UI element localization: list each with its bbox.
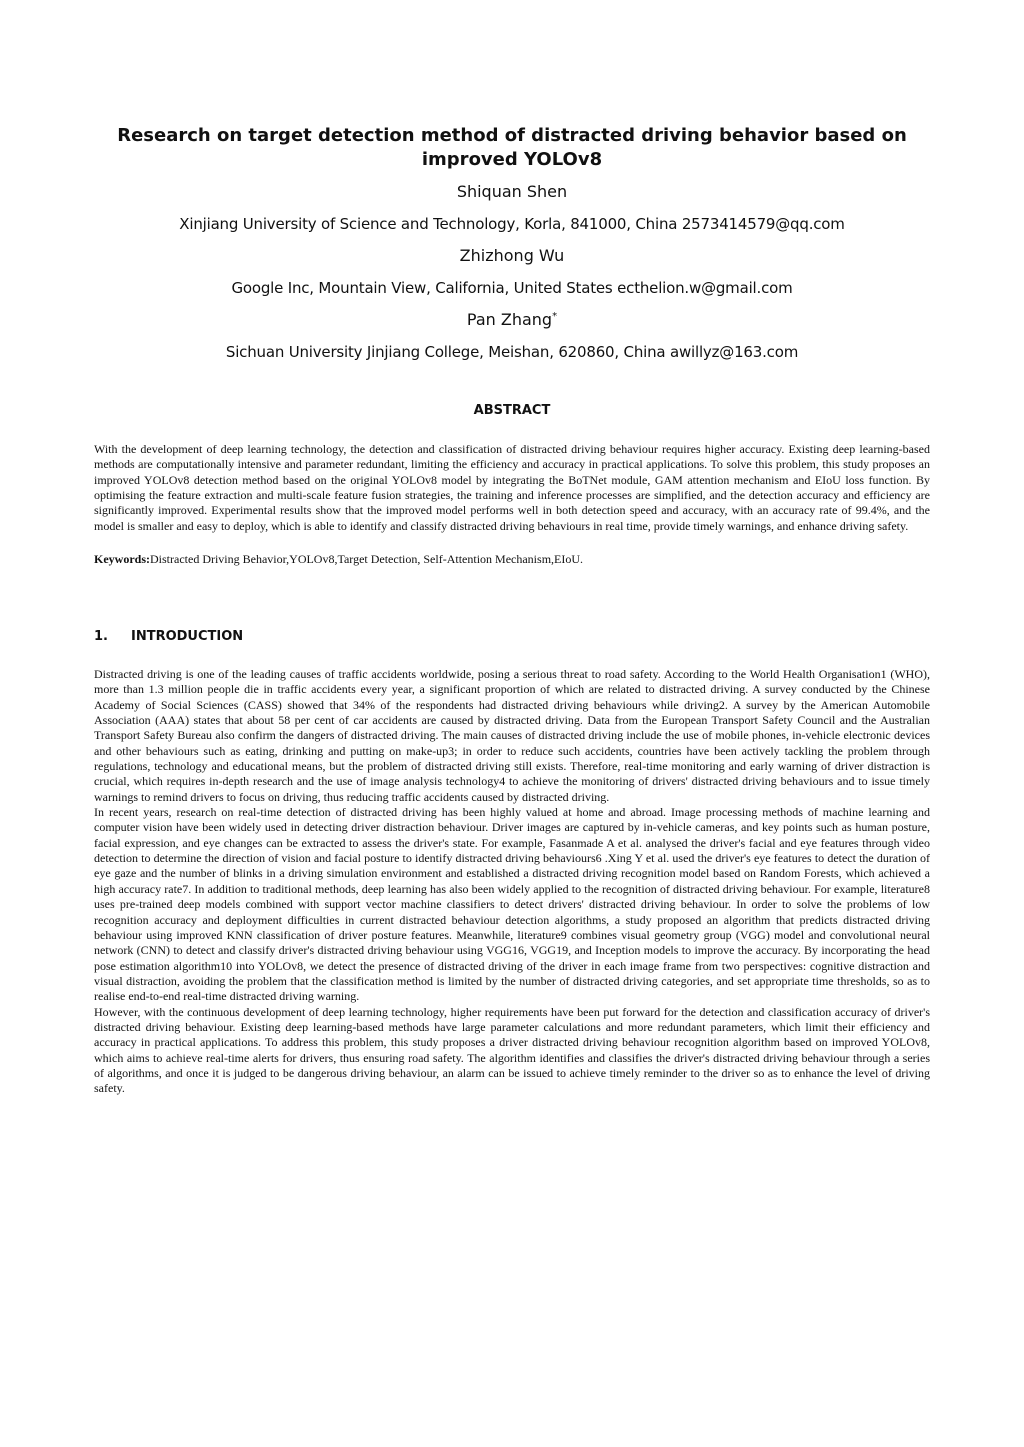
section-number: 1. [94,629,108,644]
author-name [60,182,964,202]
abstract-body: With the development of deep learning technology, the detection and classification of distracted driving behaviour requires higher accuracy. Existing deep learning-based methods are computationally intensive and parameter redundant, limiting the efficiency and accuracy in practical applications. To solve this problem, this study proposes an improved YOLOv8 detection method based on the original YOLOv8 model by integrating the BoTNet module, GAM attention mechanism and EIoU loss function. By optimising the feature extraction and multi-scale feature fusion strategies, the training and inference processes are simplified, and the detection accuracy and efficiency are significantly improved. Experimental results show that the improved model performs well in both detection speed and accuracy, with an accuracy rate of 99.4%, and the model is smaller and easy to deploy, which is able to identify and classify distracted driving behaviours in real time, provide timely warnings, and enhance driving safety. [94,442,930,533]
section-heading [94,629,243,645]
paragraph: Distracted driving is one of the leading causes of traffic accidents worldwide, posing a serious threat to road safety. According to the World Health Organisation1 (WHO), more than 1.3 million people die in traffic accidents every year, a significant proportion of which are related to distracted driving. A survey conducted by the Chinese Academy of Social Sciences (CASS) showed that 34% of the respondents had distracted driving behaviours while driving2. A survey by the American Automobile Association (AAA) states that about 58 per cent of car accidents are caused by distracted driving. Data from the European Transport Safety Council and the Australian Transport Safety Bureau also confirm the dangers of distracted driving. The main causes of distracted driving include the use of mobile phones, in-vehicle electronic devices and other behaviours such as eating, drinking and putting on make-up3; in order to reduce such accidents, countries have been actively tackling the problem through regulations, technology and educational means, but the problem of distracted driving still exists. Therefore, real-time monitoring and early warning of driver distraction is crucial, which requires in-depth research and the use of image analysis technology4 to achieve the monitoring of drivers' distracted driving behaviours and to issue timely warnings to remind drivers to focus on driving, thus reducing traffic accidents caused by distracted driving. [94,667,930,804]
author-name-text: Zhizhong Wu [459,246,565,265]
keywords-label: Keywords: [94,552,150,566]
author-affiliation: Sichuan University Jinjiang College, Meishan, 620860, China awillyz@163.com [225,343,799,361]
paragraph: In recent years, research on real-time detection of distracted driving has been highly valued at home and abroad. Image processing methods of machine learning and computer vision have been widely used in detecting driver distraction behaviour. Driver images are captured by in-vehicle cameras, and key points such as human posture, facial expression, and eye changes can be extracted to assess the driver's state. For example, Fasanmade A et al. analysed the driver's facial and eye features through video detection to determine the direction of vision and facial posture to identify distracted driving behaviours6 .Xing Y et al. used the driver's eye features to detect the duration of eye gaze and the number of blinks in a driving simulation environment and established a distracted driving recognition model based on Random Forests, which achieved a high accuracy rate7. In addition to traditional methods, deep learning has also been widely applied to the recognition of distracted driving behaviour. For example, literature8 uses pre-trained deep models combined with support vector machine classifiers to detect drivers' distracted driving behaviour. In order to solve the problems of low recognition accuracy and deployment difficulties in current distracted behaviour detection algorithms, a study proposed an algorithm that predicts distracted driving behaviour using improved KNN classification of driver posture features. Meanwhile, literature9 combines visual geometry group (VGG) model and convolutional neural network (CNN) to detect and classify driver's distracted driving behaviour using VGG16, VGG19, and Inception models to improve the accuracy. By incorporating the head pose estimation algorithm10 into YOLOv8, we detect the presence of distracted driving of the driver in each image frame from two perspectives: cognitive distraction and visual distraction, avoiding the problem that the classification method is limited by the number of distracted driving categories, and set appropriate time thresholds, so as to realise end-to-end real-time distracted driving warning. [94,805,930,1004]
section-body [94,667,930,1097]
author-name-text: Shiquan Shen [456,182,568,201]
paragraph: However, with the continuous development of deep learning technology, higher requirements have been put forward for the detection and classification accuracy of driver's distracted driving behaviour. Existing deep learning-based methods have large parameter calculations and more redundant parameters, which limit their efficiency and accuracy in practical applications. To address this problem, this study proposes a driver distracted driving behaviour recognition algorithm based on improved YOLOv8, which aims to achieve real-time alerts for drivers, thus ensuring road safety. The algorithm identifies and classifies the driver's distracted driving behaviour through a series of algorithms, and once it is judged to be dangerous driving behaviour, an alarm can be issued to achieve timely reminder to the driver so as to enhance the level of driving safety. [94,1004,930,1096]
author-name [60,310,964,330]
section-title: INTRODUCTION [131,629,244,644]
keywords-text: Distracted Driving Behavior,YOLOv8,Target Detection, Self-Attention Mechanism,EIoU. [150,552,584,566]
keywords-line [94,552,930,567]
author-affiliation: Xinjiang University of Science and Technology, Korla, 841000, China 2573414579@qq.com [179,215,845,233]
author-name [60,246,964,266]
paper-title: Research on target detection method of distracted driving behavior based on improved YOLOv8 [117,125,907,170]
author-affiliation: Google Inc, Mountain View, California, United States ecthelion.w@gmail.com [231,279,793,297]
author-name-text: Pan Zhang [466,310,553,329]
corresponding-author-mark: * [552,311,558,322]
abstract-heading: ABSTRACT [473,403,551,418]
